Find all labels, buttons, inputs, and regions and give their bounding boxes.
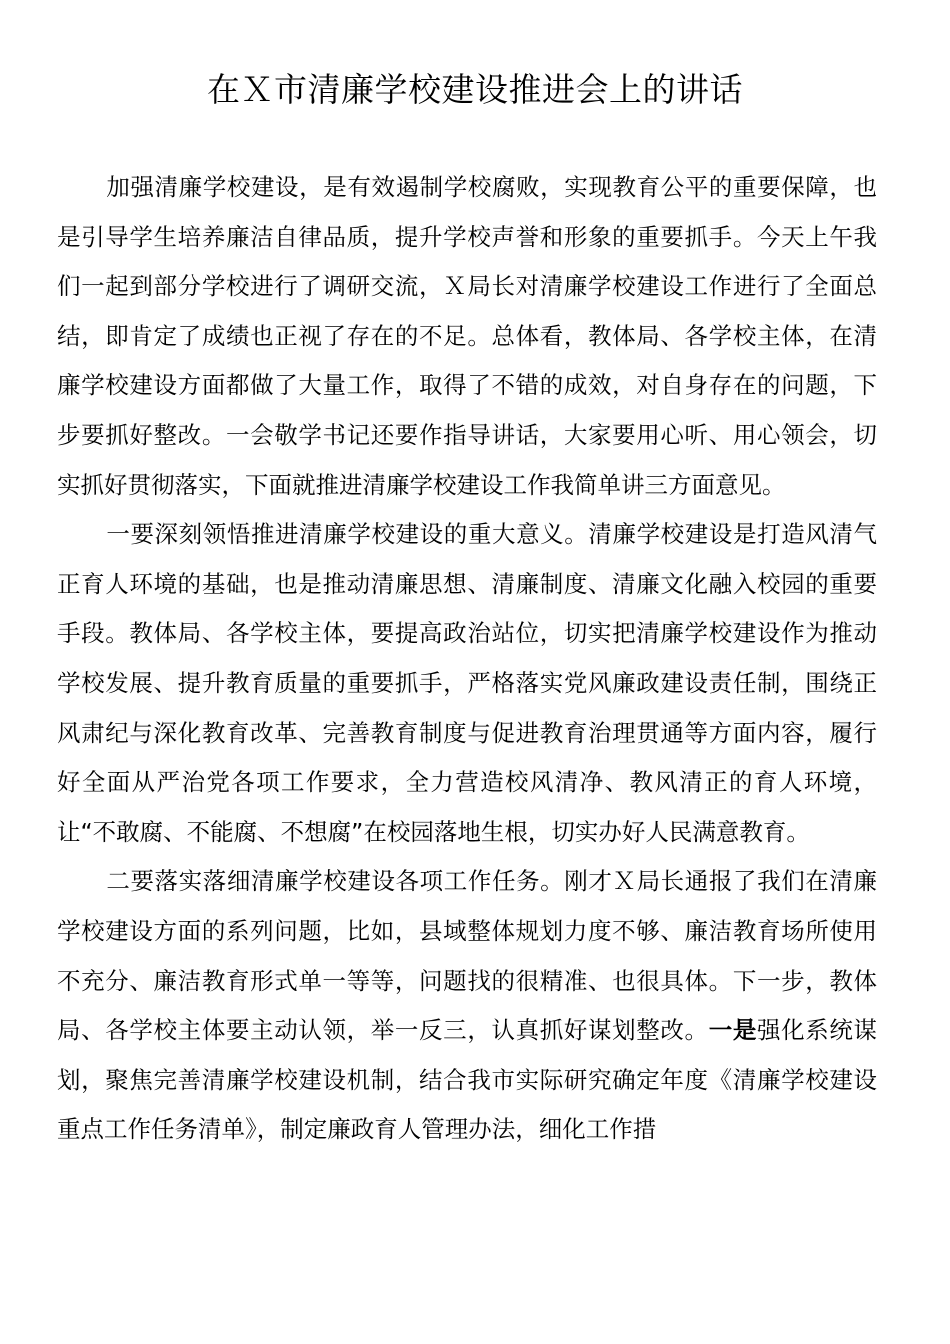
paragraph-point-two [57,857,877,1155]
paragraph-point-two-bold-marker: 一是 [708,1016,757,1045]
document-title: 在Ｘ市清廉学校建设推进会上的讲话 [207,70,743,109]
document-body [57,163,877,1155]
paragraph-point-two-lead: 二要落实落细清廉学校建设各项工作任务。刚才Ｘ局长通报了我们在清廉学校建设方面的系列问题，比如，县域整体规划力度不够、廉洁教育场所使用不充分、廉洁教育形式单一等等，问题找的很精准、也很具体。下一步，教体局、各学校主体要主动认领，举一反三，认真抓好谋划整改。 [57,867,877,1045]
paragraph-point-two-rest: 强化系统谋划，聚焦完善清廉学校建设机制，结合我市实际研究确定年度《清廉学校建设重点工作任务清单》，制定廉政育人管理办法，细化工作措 [57,1016,878,1144]
paragraph-intro: 加强清廉学校建设，是有效遏制学校腐败，实现教育公平的重要保障，也是引导学生培养廉洁自律品质，提升学校声誉和形象的重要抓手。今天上午我们一起到部分学校进行了调研交流，Ｘ局长对清廉学校建设工作进行了全面总结，即肯定了成绩也正视了存在的不足。总体看，教体局、各学校主体，在清廉学校建设方面都做了大量工作，取得了不错的成效，对自身存在的问题，下步要抓好整改。一会敬学书记还要作指导讲话，大家要用心听、用心领会，切实抓好贯彻落实，下面就推进清廉学校建设工作我简单讲三方面意见。 [57,173,877,499]
paragraph-point-one: 一要深刻领悟推进清廉学校建设的重大意义。清廉学校建设是打造风清气正育人环境的基础，也是推动清廉思想、清廉制度、清廉文化融入校园的重要手段。教体局、各学校主体，要提高政治站位，切实把清廉学校建设作为推动学校发展、提升教育质量的重要抓手，严格落实党风廉政建设责任制，围绕正风肃纪与深化教育改革、完善教育制度与促进教育治理贯通等方面内容，履行好全面从严治党各项工作要求，全力营造校风清净、教风清正的育人环境，让“不敢腐、不能腐、不想腐”在校园落地生根，切实办好人民满意教育。 [57,520,877,846]
